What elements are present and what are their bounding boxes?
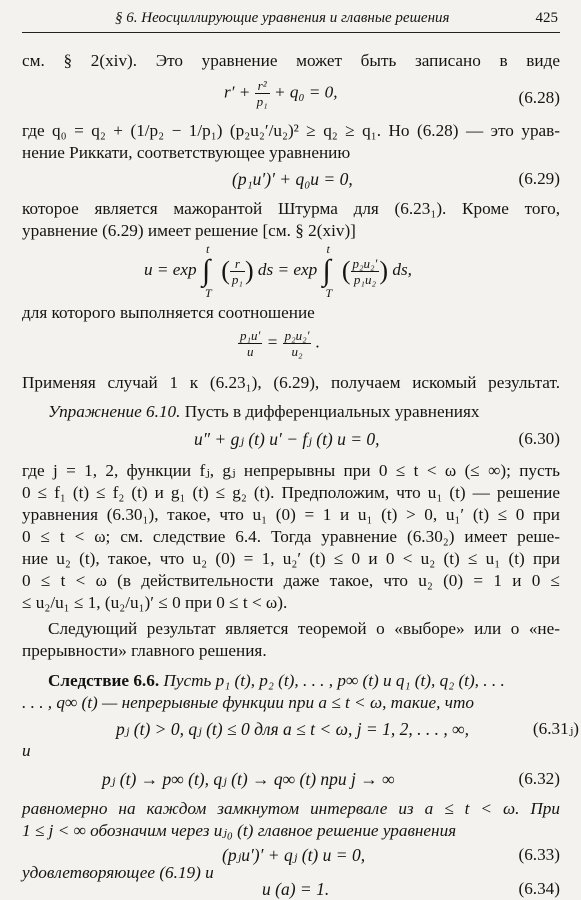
integral-lower-limit: T <box>204 286 212 300</box>
numerator: r <box>234 255 240 271</box>
eq-part: ds, <box>392 259 412 279</box>
page-number: 425 <box>535 10 558 26</box>
corollary-text: Пусть p₁ (t), p₂ (t), . . . , p∞ (t) и q₁ (t), q₂ (t), . . . <box>159 671 505 690</box>
integral-glyph: ∫ <box>201 254 211 287</box>
integral-glyph: ∫ <box>322 254 331 287</box>
eq-part: = <box>266 332 279 352</box>
text-line: где j = 1, 2, функции fⱼ, gⱼ непрерывны при 0 ≤ t < ω (≤ ∞); пусть <box>22 461 560 480</box>
text-line: для которого выполняется соотношение <box>22 303 315 322</box>
equation-6-29: (p₁u′)′ + q₀u = 0, <box>232 169 353 189</box>
equation-number: (6.30) <box>518 429 560 448</box>
exercise-label: Упражнение 6.10. <box>48 402 181 421</box>
integral-sign <box>322 242 338 300</box>
exercise-text: Пусть в дифференциальных уравнениях <box>180 402 480 421</box>
text-line: 0 ≤ f₁ (t) ≤ f₂ (t) и g₁ (t) ≤ g₂ (t). Предположим, что u₁ (t) — решение <box>22 483 560 502</box>
denominator: u <box>238 343 262 359</box>
numerator: p₁u′ <box>240 328 261 343</box>
fraction <box>351 256 380 287</box>
equation-number: (6.33) <box>518 845 560 864</box>
text-line: ≤ u₂/u₁ ≤ 1, (u₂/u₁)′ ≤ 0 при 0 ≤ t < ω). <box>22 593 288 612</box>
text-line: нение Риккати, соответствующее уравнению <box>22 143 351 162</box>
eq-part: . <box>315 332 321 352</box>
text-line: где q₀ = q₂ + (1/p₂ − 1/p₁) (p₂u₂′/u₂)² ≥ q₂ ≥ q₁. Но (6.28) — это урав- <box>22 121 560 140</box>
denominator: p₁ <box>256 94 268 109</box>
equation-number: (6.29) <box>518 169 560 188</box>
corollary-heading <box>48 670 560 692</box>
relation-formula <box>238 328 320 359</box>
equation-6-30: u″ + gⱼ (t) u′ − fⱼ (t) u = 0, <box>194 429 380 449</box>
eq-part: u = exp <box>144 259 197 279</box>
text-line: удовлетворяющее (6.19) и <box>22 863 214 882</box>
fraction <box>230 256 245 287</box>
solution-formula <box>144 242 412 300</box>
equation-6-31: pⱼ (t) > 0, qⱼ (t) ≤ 0 для a ≤ t < ω, j = 1, 2, . . . , ∞, <box>116 719 469 739</box>
exercise-heading <box>48 401 560 423</box>
text-line: . . . , q∞ (t) — непрерывные функции при a ≤ t < ω, такие, что <box>22 693 474 712</box>
text-line: 0 ≤ t < ω (в действительности даже такое, что u₂ (0) = 1 и 0 ≤ <box>22 571 560 590</box>
fraction <box>255 78 270 109</box>
equation-6-32: pⱼ (t) → p∞ (t), qⱼ (t) → q∞ (t) при j → ∞ <box>102 769 395 789</box>
equation-6-34: u (a) = 1. <box>262 879 330 899</box>
section-title: § 6. Неосциллирующие уравнения и главные решения <box>115 10 450 26</box>
equation-6-28 <box>224 78 338 109</box>
numerator: r² <box>257 78 267 93</box>
text-line: ние u₂ (t), такое, что u₂ (0) = 1, u₂′ (t) ≤ 0 и 0 < u₂ (t) ≤ u₁ (t) при <box>22 549 560 568</box>
equation-number: (6.28) <box>518 88 560 107</box>
numerator: p₂u₂′ <box>352 255 378 271</box>
text-line: 1 ≤ j < ∞ обозначим через uⱼ₀ (t) главное решение уравнения <box>22 821 457 840</box>
paren: ( <box>341 256 351 285</box>
paren: ) <box>379 256 389 285</box>
paren: ( <box>221 256 230 285</box>
denominator: u₂ <box>283 343 312 359</box>
text-line: Применяя случай 1 к (6.23₁), (6.29), получаем искомый результат. <box>22 373 560 392</box>
integral-upper-limit: t <box>205 242 210 256</box>
text-line: 0 ≤ t < ω; см. следствие 6.4. Тогда уравнение (6.30₂) имеет реше- <box>22 527 560 546</box>
equation-number: (6.32) <box>518 769 560 788</box>
fraction <box>238 328 262 359</box>
text-line: и <box>22 741 31 760</box>
equation-number: (6.34) <box>518 879 560 898</box>
text-line: уравнения (6.30₁), такое, что u₁ (0) = 1 и u₁ (t) > 0, u₁′ (t) ≤ 0 при <box>22 505 560 524</box>
equation-number: (6.31ⱼ) <box>532 719 579 738</box>
text-line: равномерно на каждом замкнутом интервале из a ≤ t < ω. При <box>22 799 560 818</box>
denominator: p₁ <box>231 271 243 287</box>
integral-sign <box>201 242 217 300</box>
eq-part: ds = exp <box>257 259 318 279</box>
integral-upper-limit: t <box>326 242 330 256</box>
equation-6-33: (pⱼu′)′ + qⱼ (t) u = 0, <box>222 845 366 865</box>
text-line: прерывности» главного решения. <box>22 641 267 660</box>
text-line: уравнение (6.29) имеет решение [см. § 2(xiv)] <box>22 221 356 240</box>
text-line: которое является мажорантой Штурма для (6.23₁). Кроме того, <box>22 199 560 218</box>
eq-part: r′ + <box>224 82 251 102</box>
fraction <box>283 328 312 359</box>
denominator: p₁u₂ <box>351 271 380 287</box>
text-line: см. § 2(xiv). Это уравнение может быть записано в виде <box>22 51 560 70</box>
eq-part: + q₀ = 0, <box>273 82 338 102</box>
text-line: Следующий результат является теоремой о «выборе» или о «не- <box>48 619 560 638</box>
running-header <box>22 10 560 33</box>
paren: ) <box>244 256 254 285</box>
numerator: p₂u₂′ <box>284 328 310 343</box>
integral-lower-limit: T <box>325 286 333 300</box>
corollary-label: Следствие 6.6. <box>48 671 160 690</box>
